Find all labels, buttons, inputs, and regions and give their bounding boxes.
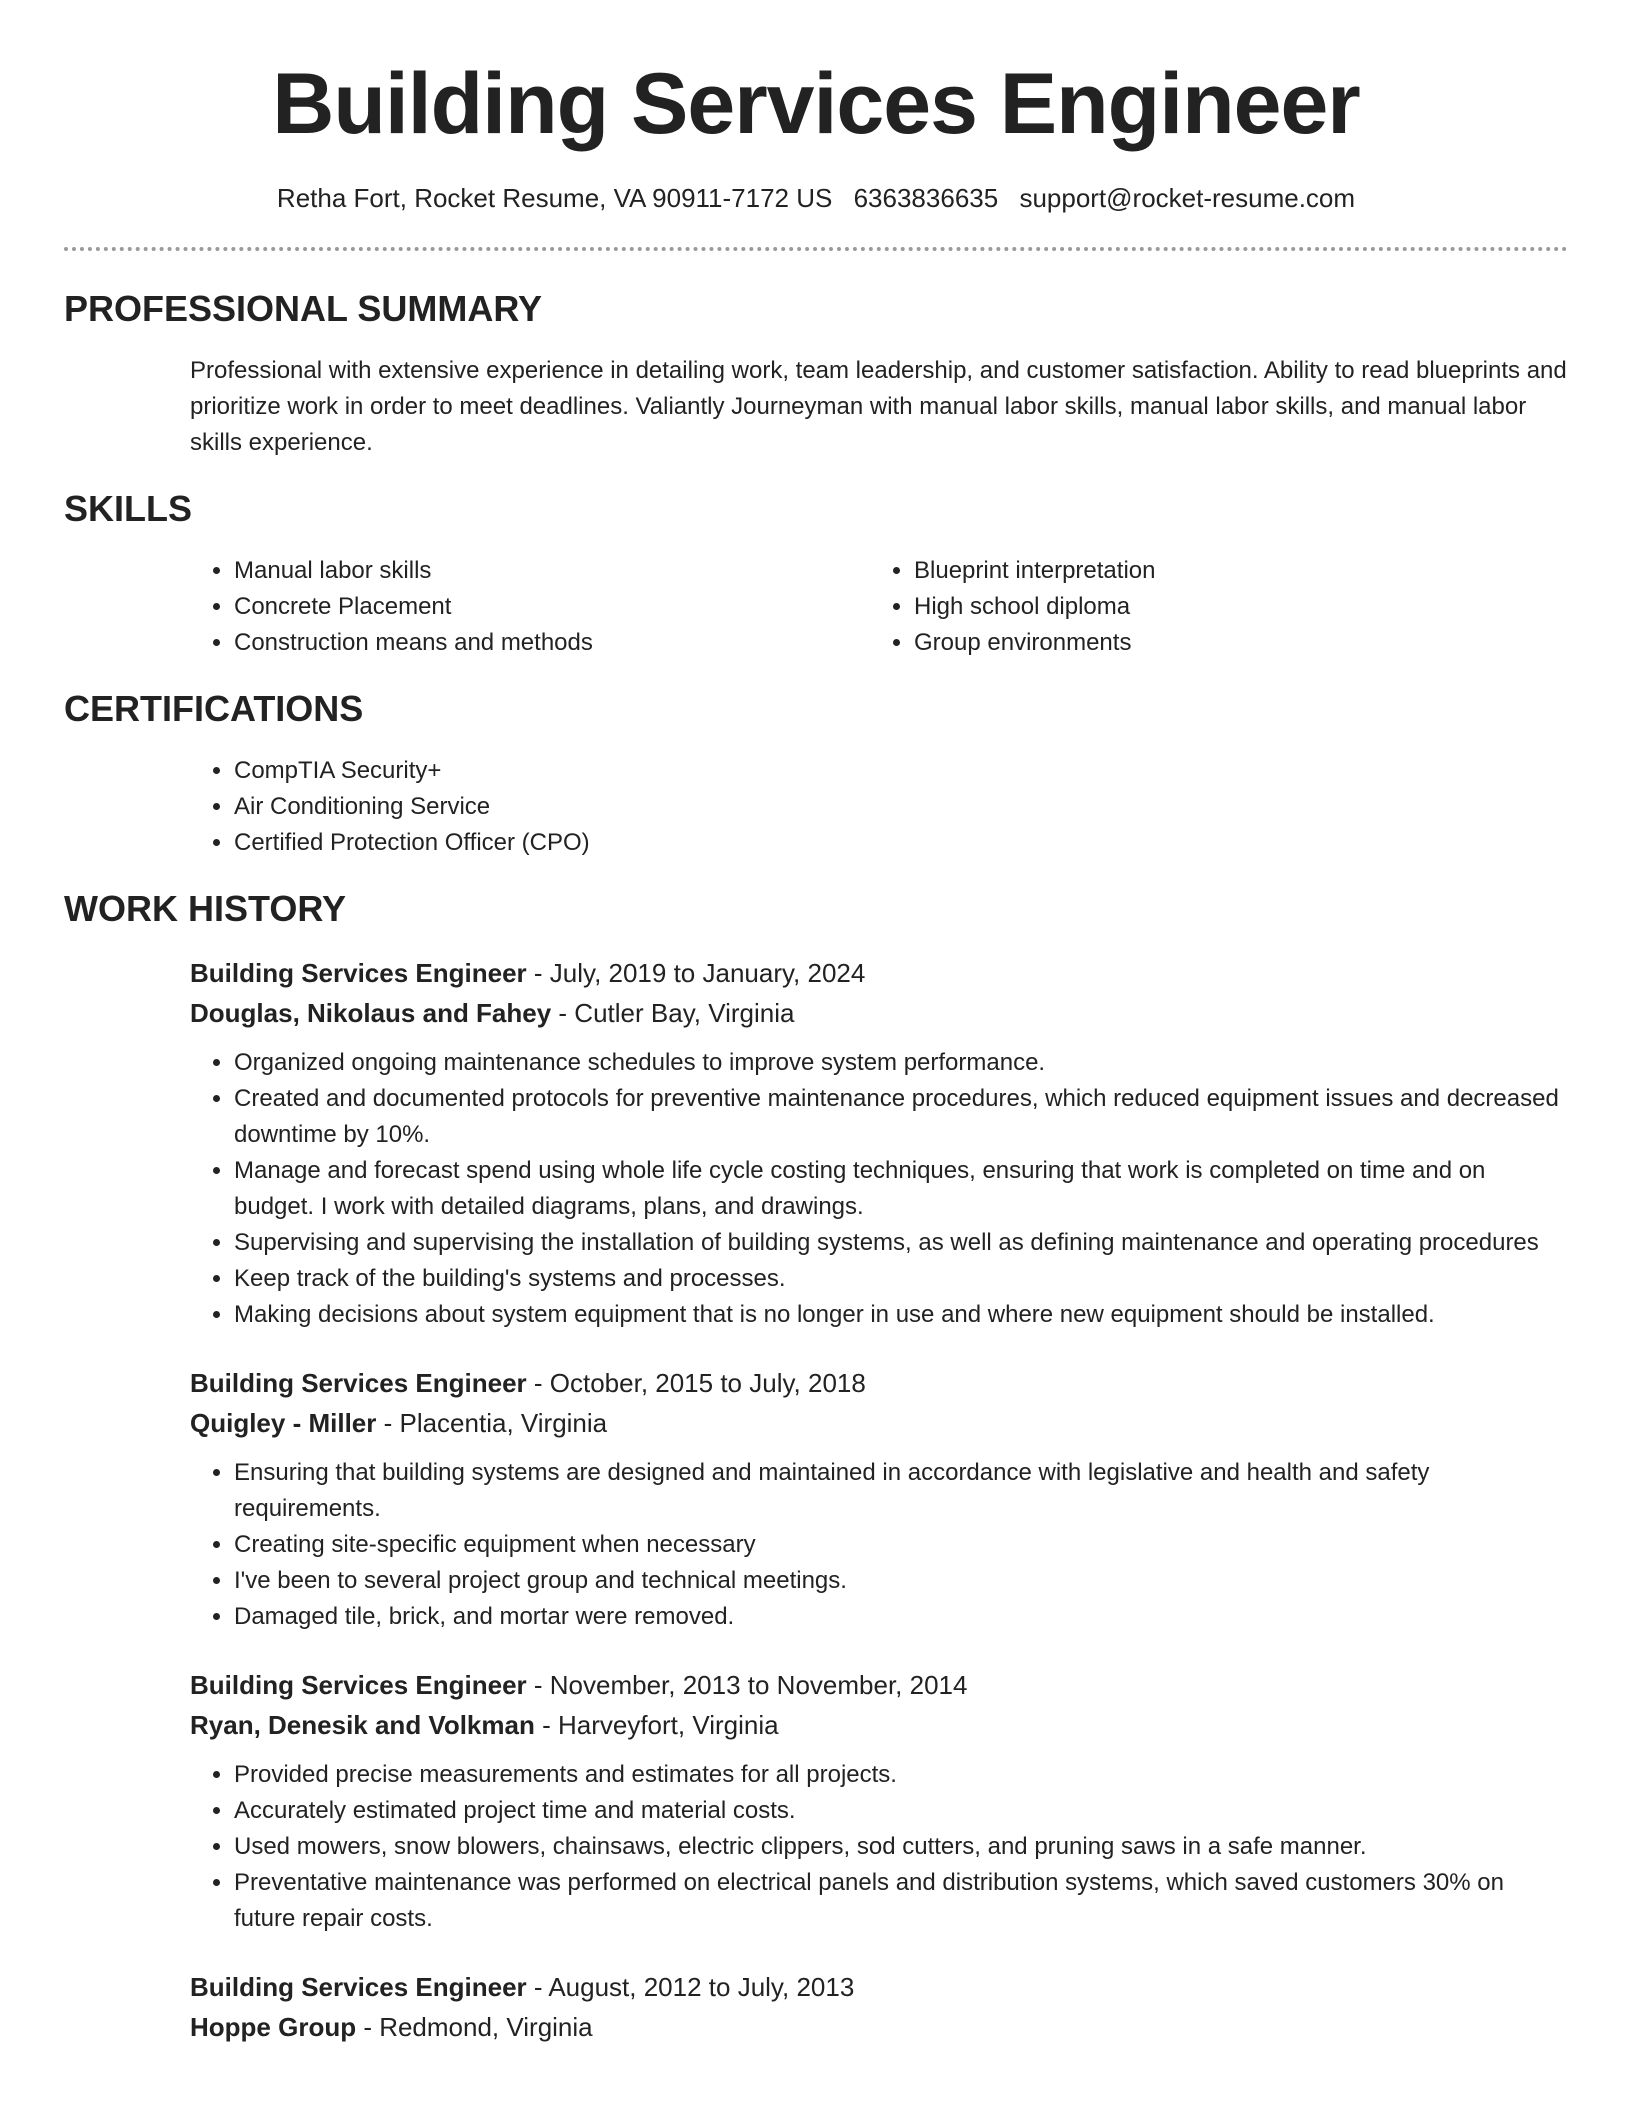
job-title-line xyxy=(190,1967,1568,2007)
job-dates: - August, 2012 to July, 2013 xyxy=(526,1972,855,2002)
job-title-line xyxy=(190,1363,1568,1403)
job-title: Building Services Engineer xyxy=(190,958,527,988)
skill-item: • Manual labor skills xyxy=(234,553,870,589)
work-history-heading: WORK HISTORY xyxy=(64,888,347,929)
certification-item: • Air Conditioning Service xyxy=(234,789,1568,825)
job-bullet: • Damaged tile, brick, and mortar were removed. xyxy=(234,1599,1568,1635)
job-bullets xyxy=(190,1045,1568,1333)
job-company-line xyxy=(190,1403,1568,1443)
job-location: - Placentia, Virginia xyxy=(376,1408,608,1438)
summary-heading: PROFESSIONAL SUMMARY xyxy=(64,288,543,329)
summary-section xyxy=(64,287,1568,461)
certifications-section xyxy=(64,687,1568,861)
job-bullet: • Supervising and supervising the installation of building systems, as well as defining maintenance and operating procedures xyxy=(234,1225,1568,1261)
skills-section xyxy=(64,487,1568,661)
job-entry xyxy=(190,1665,1568,1937)
certification-item: • CompTIA Security+ xyxy=(234,753,1568,789)
job-bullet: • Accurately estimated project time and material costs. xyxy=(234,1793,1568,1829)
work-history-section xyxy=(64,887,1568,2047)
job-entry xyxy=(190,953,1568,1333)
job-location: - Redmond, Virginia xyxy=(356,2012,593,2042)
job-dates: - November, 2013 to November, 2014 xyxy=(526,1670,968,1700)
certification-item: • Certified Protection Officer (CPO) xyxy=(234,825,1568,861)
job-bullet: • Used mowers, snow blowers, chainsaws, electric clippers, sod cutters, and pruning saws in a safe manner. xyxy=(234,1829,1568,1865)
contact-address: Retha Fort, Rocket Resume, VA 90911-7172 US xyxy=(276,183,833,213)
job-entry xyxy=(190,1363,1568,1635)
job-bullet: • Creating site-specific equipment when necessary xyxy=(234,1527,1568,1563)
job-dates: - July, 2019 to January, 2024 xyxy=(526,958,866,988)
job-bullet: • Preventative maintenance was performed on electrical panels and distribution systems, which saved customers 30% on future repair costs. xyxy=(234,1865,1568,1937)
skills-heading: SKILLS xyxy=(64,488,193,529)
certifications-heading: CERTIFICATIONS xyxy=(64,688,364,729)
skills-grid xyxy=(190,553,1568,661)
skill-item: • Concrete Placement xyxy=(234,589,870,625)
contact-line xyxy=(64,180,1568,216)
job-location: - Cutler Bay, Virginia xyxy=(551,998,795,1028)
job-bullets xyxy=(190,1757,1568,1937)
contact-phone: 6363836635 xyxy=(853,183,999,213)
contact-email: support@rocket-resume.com xyxy=(1019,183,1356,213)
job-title: Building Services Engineer xyxy=(190,1972,527,2002)
skills-list-left xyxy=(190,553,870,661)
job-bullet: • Making decisions about system equipment that is no longer in use and where new equipment should be installed. xyxy=(234,1297,1568,1333)
job-title: Building Services Engineer xyxy=(190,1670,527,1700)
job-title: Building Services Engineer xyxy=(190,1368,527,1398)
skills-column-right xyxy=(870,553,1550,661)
job-title-line xyxy=(190,1665,1568,1705)
job-bullets xyxy=(190,1455,1568,1635)
job-company: Douglas, Nikolaus and Fahey xyxy=(190,998,552,1028)
job-bullet: • Organized ongoing maintenance schedules to improve system performance. xyxy=(234,1045,1568,1081)
job-title-line xyxy=(190,953,1568,993)
job-bullet: • Ensuring that building systems are designed and maintained in accordance with legislative and health and safety requirements. xyxy=(234,1455,1568,1527)
certifications-list xyxy=(190,753,1568,861)
job-bullet: • I've been to several project group and technical meetings. xyxy=(234,1563,1568,1599)
job-company-line xyxy=(190,993,1568,1033)
job-company: Hoppe Group xyxy=(190,2012,357,2042)
header-divider xyxy=(64,247,1568,251)
skill-item: • Blueprint interpretation xyxy=(914,553,1550,589)
skills-column-left xyxy=(190,553,870,661)
skills-list-right xyxy=(870,553,1550,661)
job-bullet: • Keep track of the building's systems and processes. xyxy=(234,1261,1568,1297)
job-dates: - October, 2015 to July, 2018 xyxy=(526,1368,866,1398)
job-company: Quigley - Miller xyxy=(190,1408,377,1438)
skill-item: • Group environments xyxy=(914,625,1550,661)
job-company-line xyxy=(190,1705,1568,1745)
resume-title: Building Services Engineer xyxy=(272,56,1360,152)
job-bullet: • Provided precise measurements and estimates for all projects. xyxy=(234,1757,1568,1793)
job-entry xyxy=(190,1967,1568,2047)
job-bullet: • Created and documented protocols for preventive maintenance procedures, which reduced equipment issues and decreased downtime by 10%. xyxy=(234,1081,1568,1153)
job-company: Ryan, Denesik and Volkman xyxy=(190,1710,535,1740)
summary-text: Professional with extensive experience in detailing work, team leadership, and customer satisfaction. Ability to read blueprints and prioritize work in order to meet deadlines. Valiantly Journeyman with manual labor skills, manual labor skills, and manual labor skills experience. xyxy=(190,357,1567,456)
job-location: - Harveyfort, Virginia xyxy=(534,1710,779,1740)
skill-item: • Construction means and methods xyxy=(234,625,870,661)
job-bullet: • Manage and forecast spend using whole life cycle costing techniques, ensuring that work is completed on time and on budget. I work with detailed diagrams, plans, and drawings. xyxy=(234,1153,1568,1225)
skill-item: • High school diploma xyxy=(914,589,1550,625)
job-company-line xyxy=(190,2007,1568,2047)
